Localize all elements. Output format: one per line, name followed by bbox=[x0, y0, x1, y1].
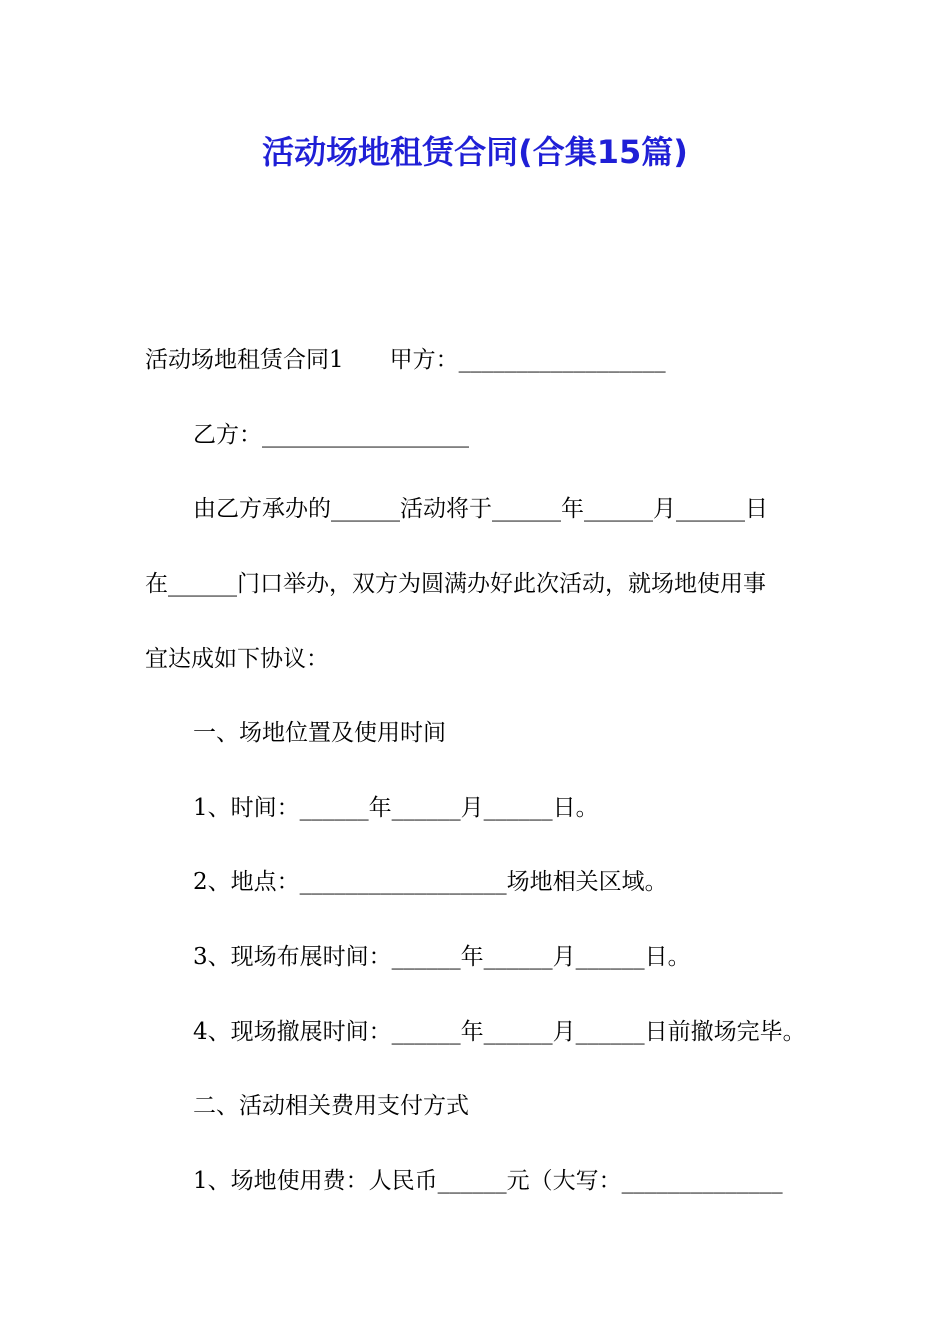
clause-time: 1、时间：______年______月______日。 bbox=[193, 795, 599, 821]
section-heading-location-time: 一、场地位置及使用时间 bbox=[193, 720, 446, 746]
paragraph-intro-line-2: 在______门口举办，双方为圆满办好此次活动，就场地使用事 bbox=[145, 571, 766, 597]
contract-heading-line bbox=[145, 344, 666, 376]
contract-number-label: 活动场地租赁合同1 bbox=[145, 347, 344, 373]
party-a-field: 甲方：__________________ bbox=[389, 347, 666, 373]
paragraph-intro-line-3: 宜达成如下协议： bbox=[145, 646, 329, 672]
section-heading-fees: 二、活动相关费用支付方式 bbox=[193, 1093, 469, 1119]
party-b-field: 乙方：__________________ bbox=[193, 422, 469, 448]
clause-venue-fee: 1、场地使用费：人民币______元（大写：______________ bbox=[193, 1168, 783, 1194]
clause-teardown-time: 4、现场撤展时间：______年______月______日前撤场完毕。 bbox=[193, 1019, 806, 1045]
clause-setup-time: 3、现场布展时间：______年______月______日。 bbox=[193, 944, 691, 970]
paragraph-intro-line-1: 由乙方承办的______活动将于______年______月______日 bbox=[193, 496, 768, 522]
clause-location: 2、地点：__________________场地相关区域。 bbox=[193, 869, 668, 895]
document-title: 活动场地租赁合同(合集15篇) bbox=[262, 133, 688, 171]
